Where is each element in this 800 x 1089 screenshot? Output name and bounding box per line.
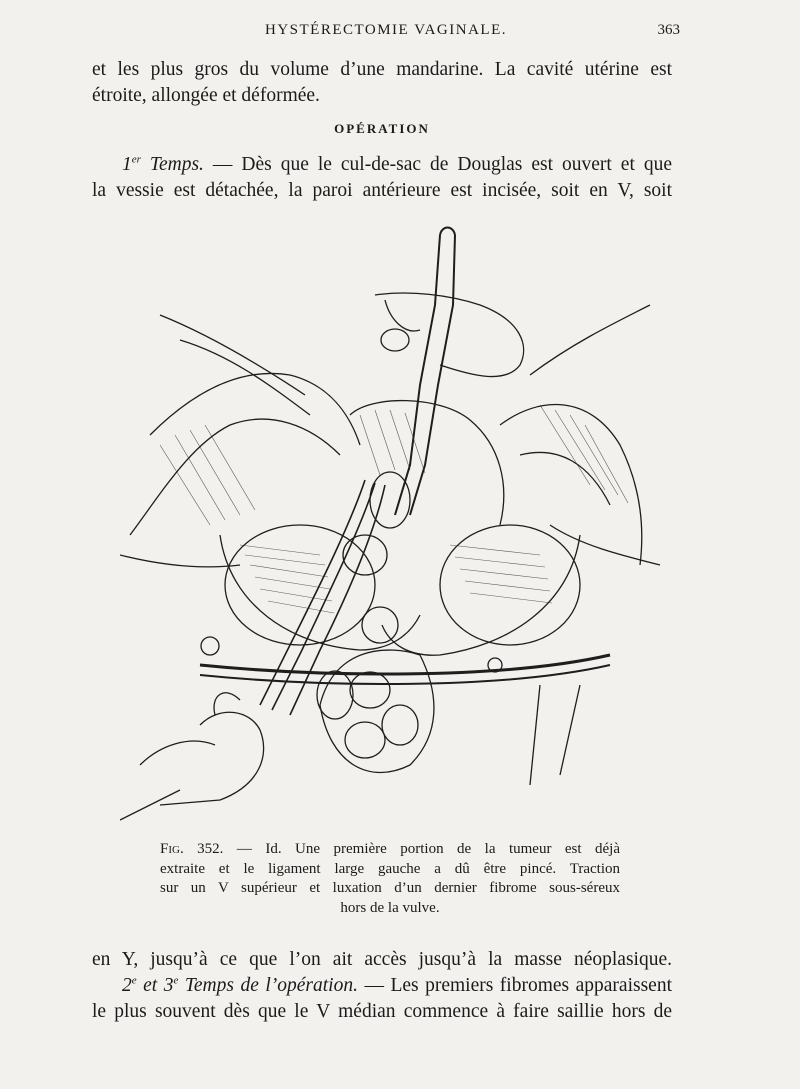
text-line: 1er Temps. — Dès que le cul-de-sac de Douglas est ouvert et que	[122, 153, 672, 175]
caption-line: sur un V supérieur et luxation d’un dernier fibrome sous-séreux	[160, 880, 620, 896]
first-step-paragraph	[92, 152, 672, 204]
section-heading: OPÉRATION	[334, 121, 430, 136]
step-number: 1er Temps.	[122, 153, 204, 175]
text-line: étroite, allongée et déformée.	[92, 85, 320, 106]
step-number: 2e et 3e Temps de l’opération.	[122, 974, 358, 996]
caption-line: Fig. 352. — Id. Une première portion de la tumeur est déjà	[160, 841, 621, 857]
text-line: la vessie est détachée, la paroi antérieure est incisée, soit en V, soit	[92, 180, 672, 201]
text-line: et les plus gros du volume d’une mandarine. La cavité utérine est	[92, 59, 672, 80]
page-number: 363	[657, 22, 680, 38]
text-line: 2e et 3e Temps de l’opération. — Les premiers fibromes apparaissent	[122, 974, 672, 996]
top-paragraph	[92, 57, 672, 109]
figure-label: Fig. 352.	[160, 841, 224, 857]
text-line: le plus souvent dès que le V médian commence à faire saillie hors de	[92, 1001, 672, 1022]
running-head	[92, 22, 680, 44]
running-title: HYSTÉRECTOMIE VAGINALE.	[264, 22, 507, 38]
bottom-paragraph	[92, 947, 672, 1025]
surgical-illustration	[120, 225, 680, 825]
text-line: en Y, jusqu’à ce que l’on ait accès jusqu’à la masse néoplasique.	[92, 949, 672, 970]
figure-caption	[160, 840, 620, 918]
caption-line: hors de la vulve.	[340, 899, 440, 916]
caption-line: extraite et le ligament large gauche a dû être pincé. Traction	[160, 860, 620, 877]
